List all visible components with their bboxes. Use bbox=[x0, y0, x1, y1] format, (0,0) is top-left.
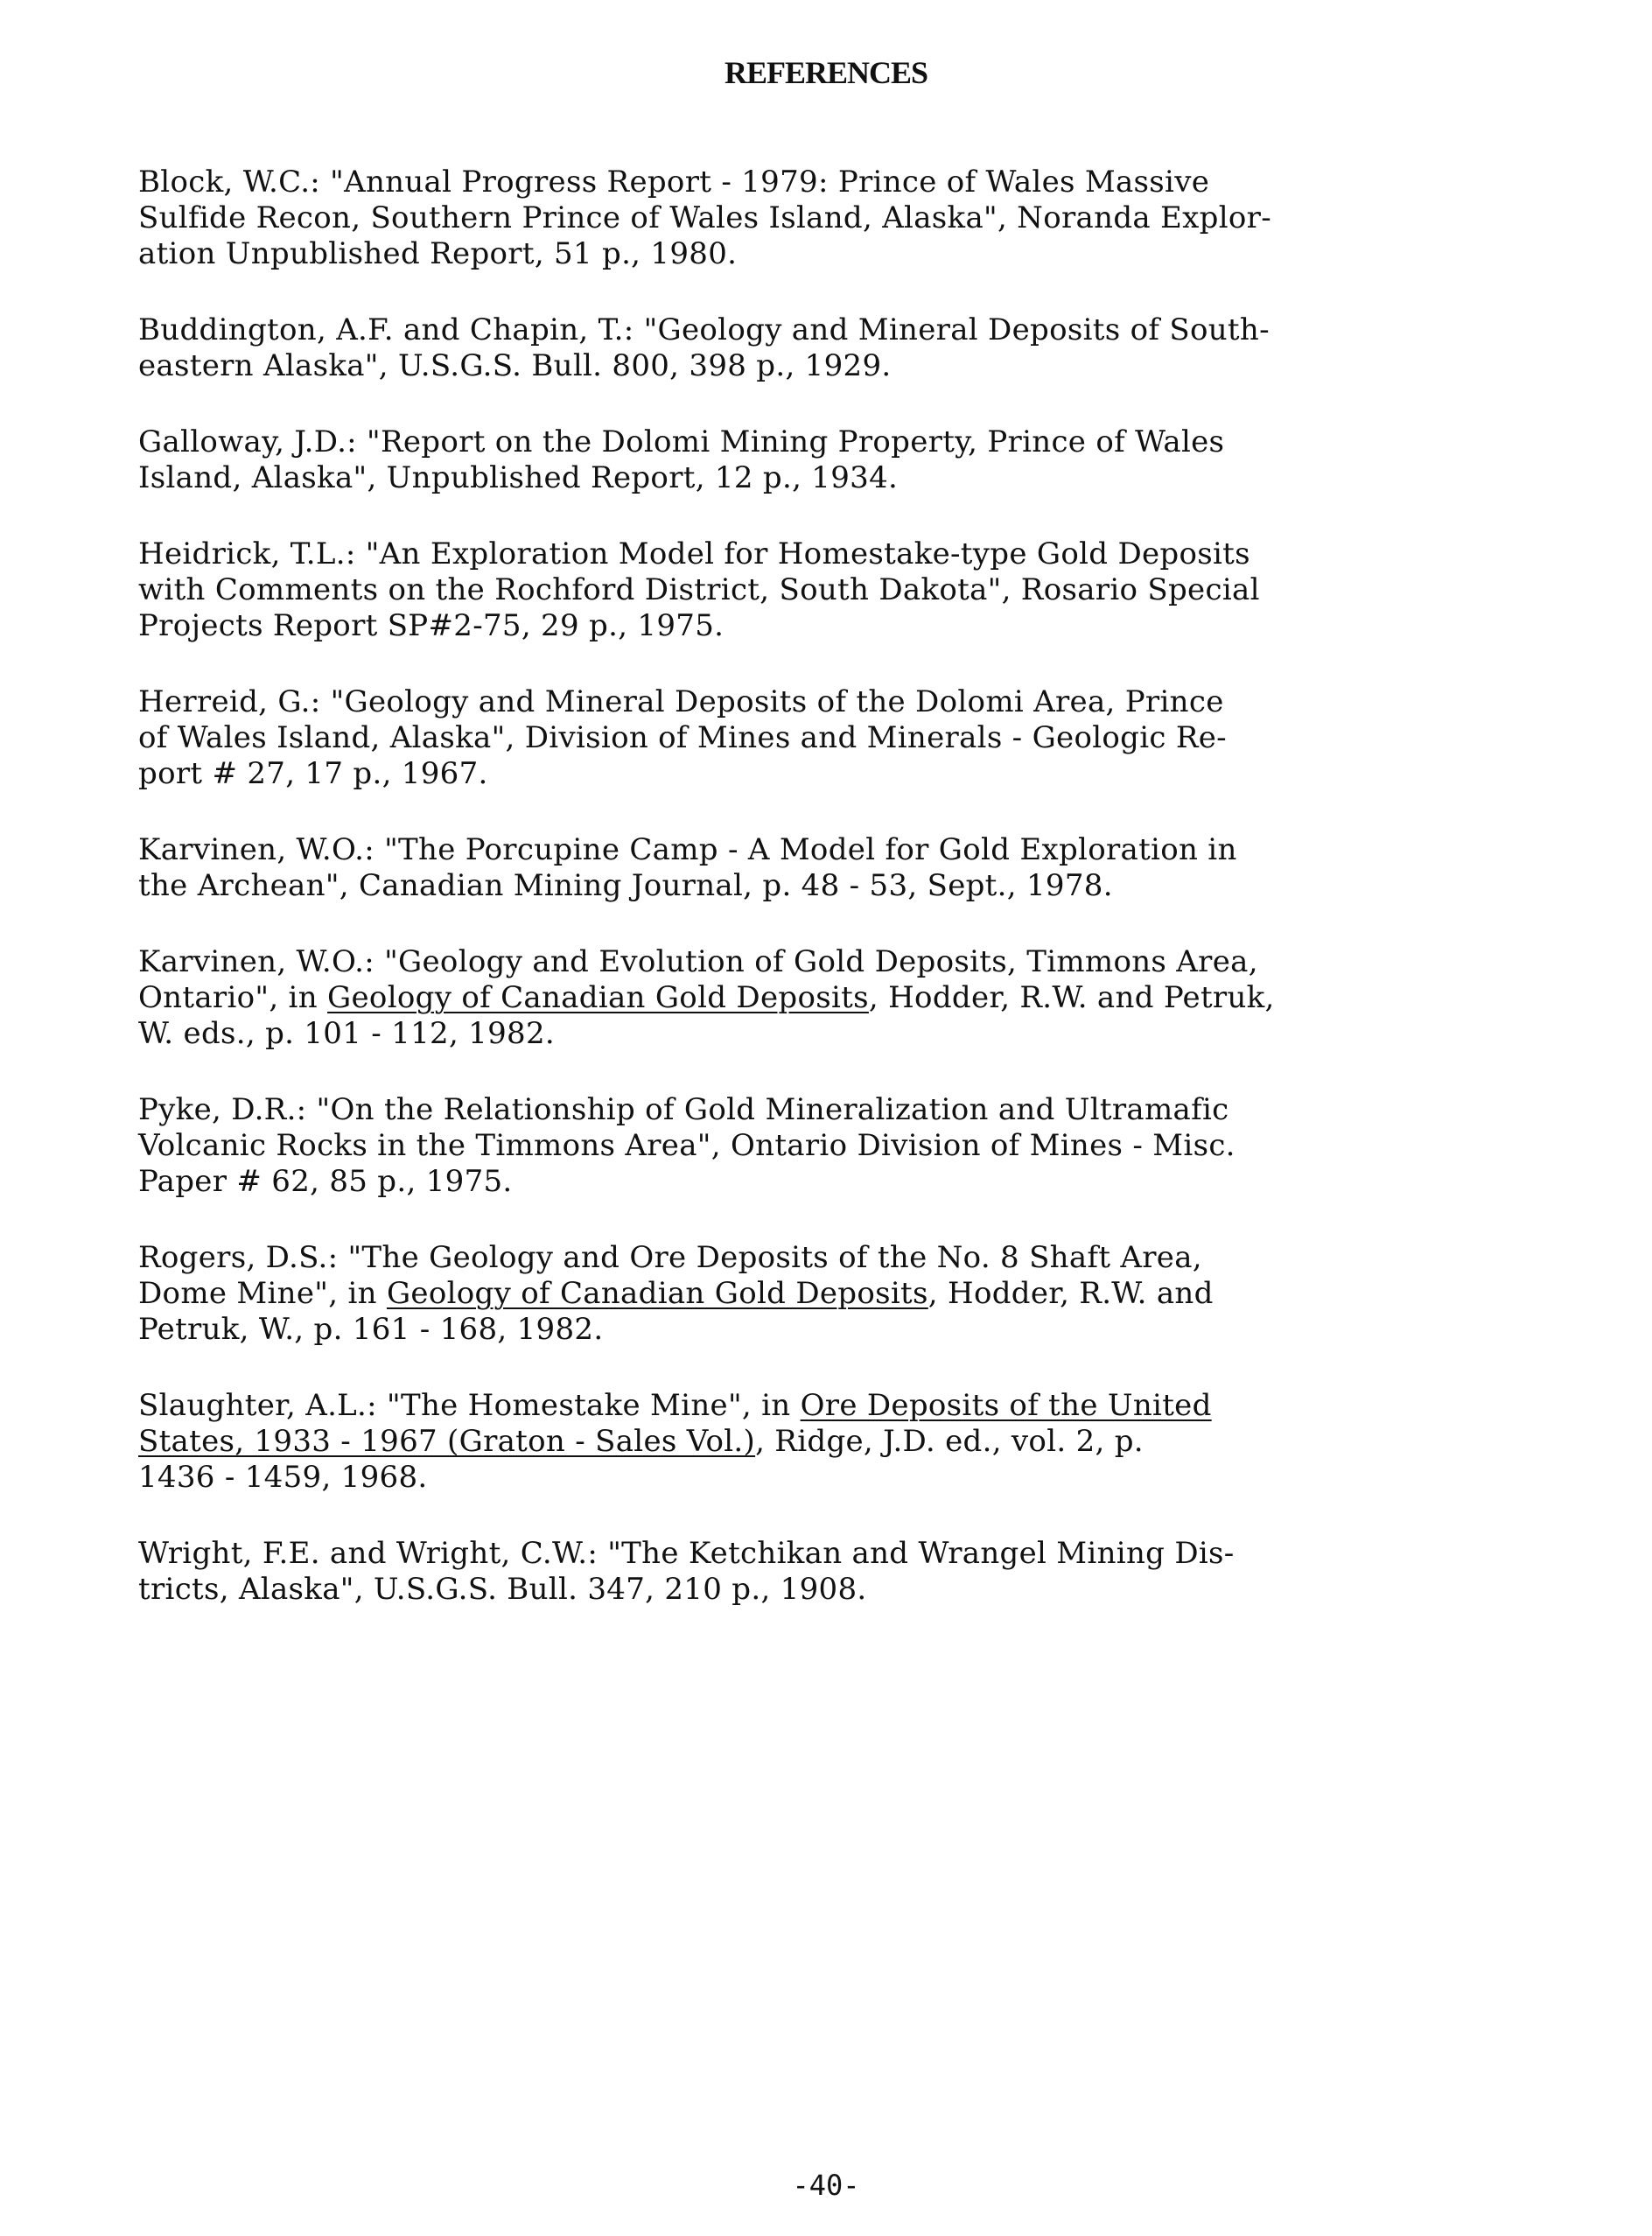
reference-entry-3 bbox=[138, 424, 1530, 496]
reference-line: Volcanic Rocks in the Timmons Area", Ontario Division of Mines - Misc. bbox=[138, 1128, 1236, 1163]
reference-entry-6 bbox=[138, 832, 1530, 904]
reference-entry-5 bbox=[138, 684, 1530, 792]
reference-entry-11 bbox=[138, 1536, 1530, 1608]
underlined-title: Ore Deposits of the United States, 1933 - 1967 (Graton - Sales Vol.) bbox=[138, 1388, 1212, 1459]
reference-line: Paper # 62, 85 p., 1975. bbox=[138, 1164, 513, 1199]
reference-line: Block, W.C.: "Annual Progress Report - 1979: Prince of Wales Massive bbox=[138, 165, 1210, 200]
underlined-title: Geology of Canadian Gold Deposits bbox=[386, 1276, 928, 1311]
reference-line: port # 27, 17 p., 1967. bbox=[138, 756, 488, 791]
reference-line: eastern Alaska", U.S.G.S. Bull. 800, 398 p., 1929. bbox=[138, 348, 892, 383]
reference-line: ation Unpublished Report, 51 p., 1980. bbox=[138, 236, 738, 271]
reference-line: Galloway, J.D.: "Report on the Dolomi Mining Property, Prince of Wales bbox=[138, 424, 1225, 459]
underlined-title: Geology of Canadian Gold Deposits bbox=[327, 980, 869, 1015]
reference-line: Island, Alaska", Unpublished Report, 12 p., 1934. bbox=[138, 460, 899, 495]
reference-line: of Wales Island, Alaska", Division of Mines and Minerals - Geologic Re- bbox=[138, 720, 1227, 755]
reference-line: Karvinen, W.O.: "The Porcupine Camp - A Model for Gold Exploration in bbox=[138, 832, 1237, 867]
reference-entry-1 bbox=[138, 165, 1530, 272]
reference-entry-8 bbox=[138, 1092, 1530, 1200]
reference-line: with Comments on the Rochford District, South Dakota", Rosario Special bbox=[138, 572, 1260, 607]
reference-text: , Hodder, R.W. and Petruk, W., p. 161 - 168, 1982. bbox=[138, 1276, 1214, 1347]
reference-text: Karvinen, W.O.: "Geology and Evolution of Gold Deposits, Timmons Area, Ontario", in bbox=[138, 944, 1258, 1015]
reference-line: tricts, Alaska", U.S.G.S. Bull. 347, 210 p., 1908. bbox=[138, 1572, 867, 1607]
reference-entry-2 bbox=[138, 312, 1530, 384]
reference-line: Sulfide Recon, Southern Prince of Wales Island, Alaska", Noranda Explor- bbox=[138, 200, 1272, 235]
reference-line: the Archean", Canadian Mining Journal, p. 48 - 53, Sept., 1978. bbox=[138, 868, 1113, 903]
reference-entry-9 bbox=[138, 1240, 1530, 1348]
reference-line: Pyke, D.R.: "On the Relationship of Gold Mineralization and Ultramafic bbox=[138, 1092, 1229, 1127]
reference-text: Slaughter, A.L.: "The Homestake Mine", in bbox=[138, 1388, 801, 1423]
reference-list bbox=[138, 165, 1530, 1648]
reference-line: Wright, F.E. and Wright, C.W.: "The Ketchikan and Wrangel Mining Dis- bbox=[138, 1536, 1235, 1571]
reference-line: Herreid, G.: "Geology and Mineral Deposits of the Dolomi Area, Prince bbox=[138, 684, 1224, 719]
reference-text: Rogers, D.S.: "The Geology and Ore Deposits of the No. 8 Shaft Area, Dome Mine", in bbox=[138, 1240, 1202, 1311]
reference-entry-7 bbox=[138, 944, 1530, 1052]
reference-line: Heidrick, T.L.: "An Exploration Model for Homestake-type Gold Deposits bbox=[138, 536, 1250, 571]
reference-line: Projects Report SP#2-75, 29 p., 1975. bbox=[138, 608, 724, 643]
reference-text: , Hodder, R.W. and Petruk, W. eds., p. 101 - 112, 1982. bbox=[138, 980, 1275, 1051]
reference-entry-10 bbox=[138, 1388, 1530, 1496]
page-heading: REFERENCES bbox=[724, 55, 928, 90]
reference-line: Buddington, A.F. and Chapin, T.: "Geology and Mineral Deposits of South- bbox=[138, 312, 1270, 347]
reference-text: , Ridge, J.D. ed., vol. 2, p. 1436 - 1459, 1968. bbox=[138, 1424, 1144, 1495]
page-number: -40- bbox=[792, 2169, 860, 2202]
reference-entry-4 bbox=[138, 536, 1530, 644]
